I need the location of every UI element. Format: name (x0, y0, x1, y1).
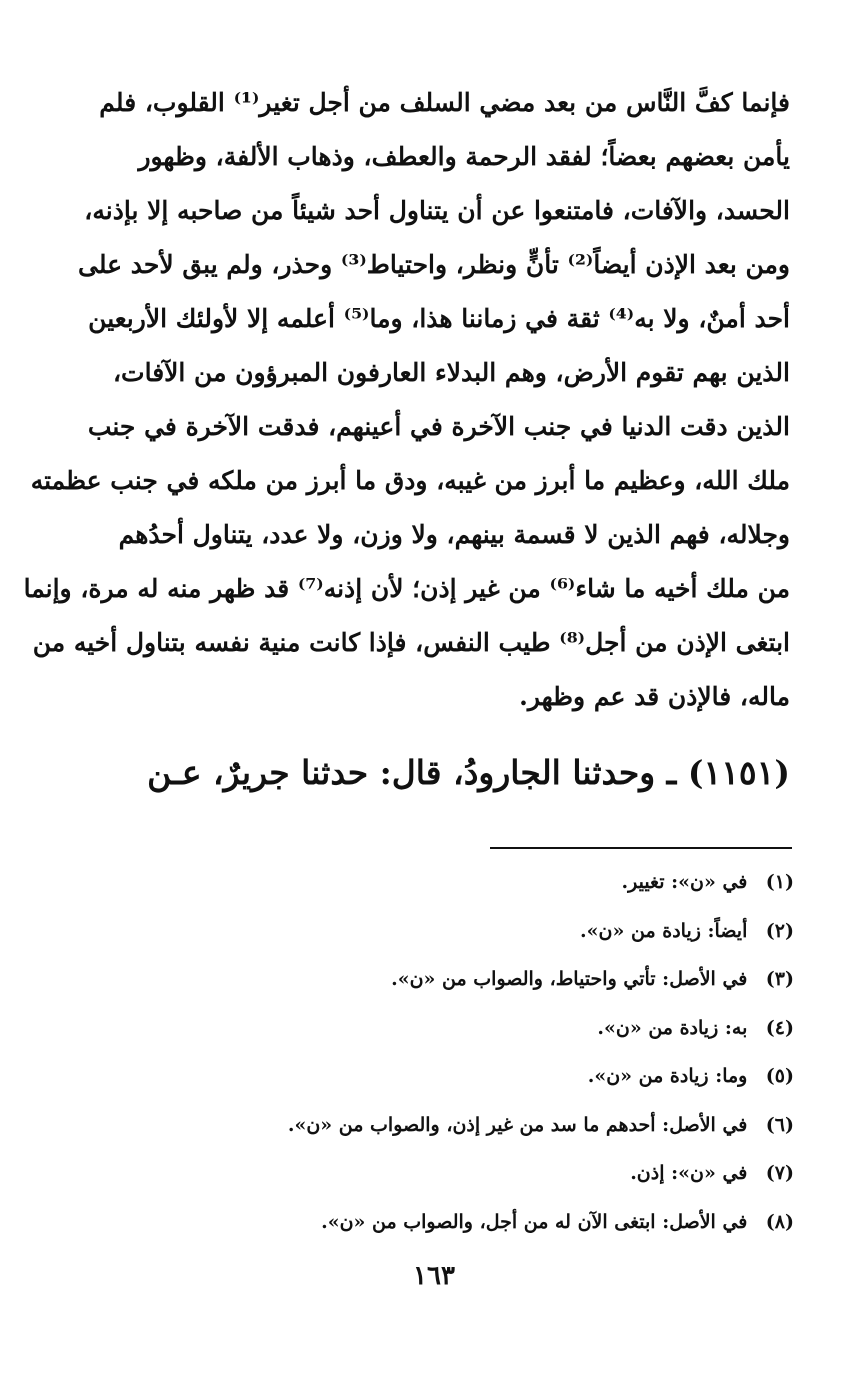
hadith-heading: (١١٥١) ـ وحدثنا الجارودُ، قال: حدثنا جريرٌ، عـن (147, 753, 790, 792)
page-number: ١٦٣ (413, 1261, 455, 1291)
footnote-text: أيضاً: زيادة من «ن». (580, 919, 748, 942)
footnote-item (100, 1149, 794, 1198)
footnote-number: (٤) (765, 1016, 794, 1039)
text-line: أحد أمنٌ، ولا به⁽⁴⁾ ثقة في زماننا هذا، وما⁽⁵⁾ أعلمه إلا لأولئك الأربعين (88, 304, 790, 333)
footnote-text: في الأصل: أحدهم ما سد من غير إذن، والصواب من «ن». (287, 1113, 748, 1136)
footnote-text: في الأصل: ابتغى الآن له من أجل، والصواب من «ن». (321, 1210, 748, 1233)
footnote-item (100, 907, 794, 956)
footnote-item (100, 1101, 794, 1150)
text-line: ماله، فالإذن قد عم وظهر. (519, 682, 790, 711)
text-line: ومن بعد الإذن أيضاً⁽²⁾ تأنٍّ ونظر، واحتياط⁽³⁾ وحذر، ولم يبق لأحد على (78, 250, 790, 279)
footnotes-list (100, 858, 794, 1246)
footnote-item (100, 1004, 794, 1053)
text-line: وجلاله، فهم الذين لا قسمة بينهم، ولا وزن، ولا عدد، يتناول أحدُهم (118, 520, 790, 549)
footnote-number: (٣) (765, 968, 794, 990)
text-line: من ملك أخيه ما شاء⁽⁶⁾ من غير إذن؛ لأن إذنه⁽⁷⁾ قد ظهر منه له مرة، وإنما (23, 574, 790, 603)
footnote-text: به: زيادة من «ن». (597, 1016, 748, 1039)
footnote-text: في «ن»: تغيير. (621, 871, 748, 893)
footnote-item (100, 858, 794, 907)
footnote-separator (490, 847, 792, 849)
footnote-item (100, 1198, 794, 1247)
footnote-number: (١) (765, 871, 794, 893)
footnote-number: (٢) (765, 919, 794, 942)
footnote-number: (٥) (765, 1065, 794, 1087)
text-line: الذين بهم تقوم الأرض، وهم البدلاء العارفون المبرؤون من الآفات، (112, 358, 790, 387)
text-line: ابتغى الإذن من أجل⁽⁸⁾ طيب النفس، فإذا كانت منية نفسه بتناول أخيه من (32, 628, 790, 657)
text-line: الذين دقت الدنيا في جنب الآخرة في أعينهم، فدقت الآخرة في جنب (87, 412, 790, 441)
text-line: يأمن بعضهم بعضاً؛ لفقد الرحمة والعطف، وذهاب الألفة، وظهور (138, 142, 790, 171)
footnote-item (100, 955, 794, 1004)
text-line: فإنما كفَّ النَّاس من بعد مضي السلف من أجل تغير⁽¹⁾ القلوب، فلم (99, 88, 790, 117)
footnote-text: في «ن»: إذن. (630, 1162, 748, 1184)
text-line: الحسد، والآفات، فامتنعوا عن أن يتناول أحد شيئاً من صاحبه إلا بإذنه، (84, 196, 790, 225)
footnote-text: وما: زيادة من «ن». (587, 1065, 748, 1087)
footnote-text: في الأصل: تأتي واحتياط، والصواب من «ن». (391, 968, 748, 990)
footnote-item (100, 1052, 794, 1101)
footnote-number: (٦) (765, 1113, 794, 1136)
text-line: ملك الله، وعظيم ما أبرز من غيبه، ودق ما أبرز من ملكه في جنب عظمته (30, 466, 790, 495)
footnote-number: (٨) (765, 1210, 794, 1233)
main-text-body (23, 76, 790, 724)
footnote-number: (٧) (765, 1162, 794, 1184)
